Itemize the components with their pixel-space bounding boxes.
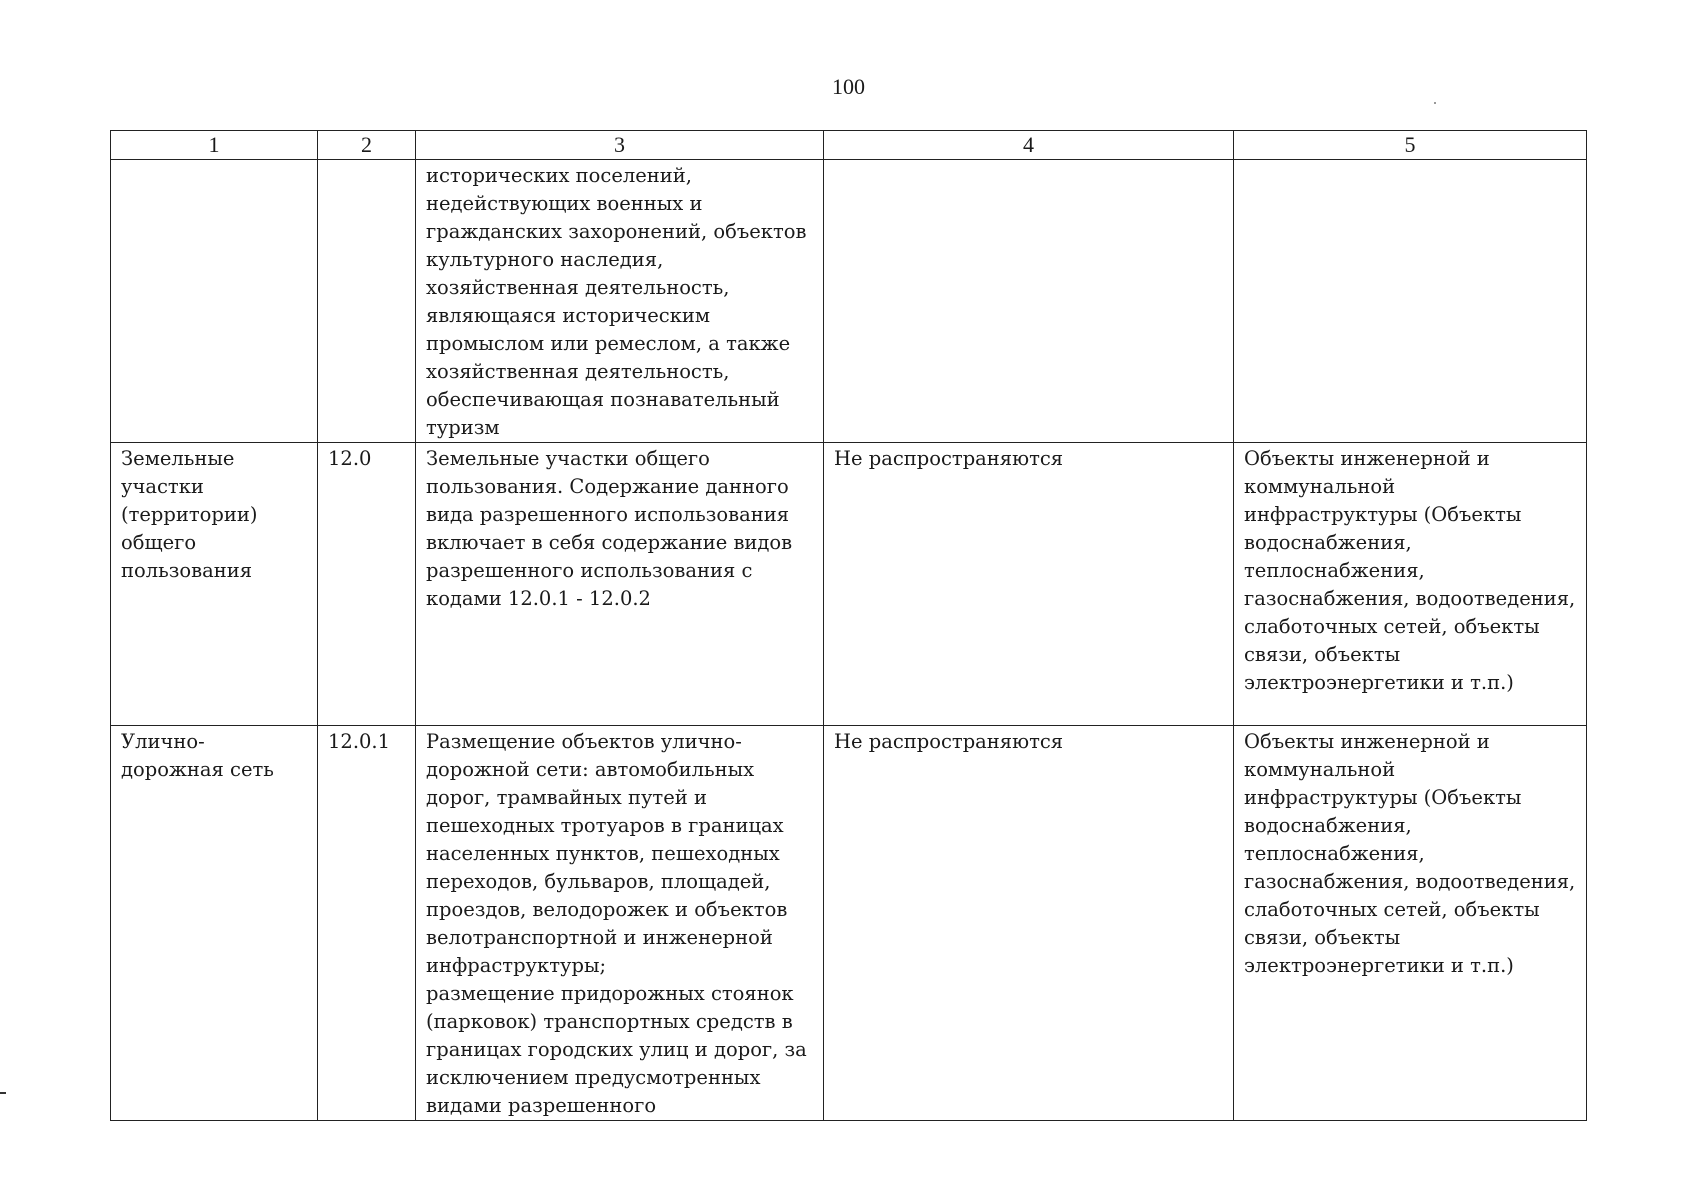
- cell-col-4: [824, 160, 1234, 443]
- cell-col-5: Объекты инженерной и коммунальной инфраструктуры (Объекты водоснабжения, теплоснабжения, газоснабжения, водоотведения, слаботочных сетей, объекты связи, объекты электроэнергетики и т.п.): [1234, 443, 1587, 726]
- header-col-3: 3: [416, 131, 824, 160]
- cell-col-5: [1234, 160, 1587, 443]
- header-col-2: 2: [318, 131, 416, 160]
- header-col-4: 4: [824, 131, 1234, 160]
- cell-code: [318, 160, 416, 443]
- margin-mark: [0, 1092, 6, 1094]
- cell-description: Земельные участки общего пользования. Содержание данного вида разрешенного использования включает в себя содержание видов разрешенного использования с кодами 12.0.1 - 12.0.2: [416, 443, 824, 726]
- table-row: [111, 160, 1587, 443]
- table-row: [111, 726, 1587, 1121]
- scan-speck: [1434, 102, 1436, 104]
- cell-col-4: Не распространяются: [824, 443, 1234, 726]
- cell-code: 12.0.1: [318, 726, 416, 1121]
- header-col-5: 5: [1234, 131, 1587, 160]
- page-number: 100: [832, 74, 865, 99]
- cell-land-use-name: Земельные участки (территории) общего пользования: [111, 443, 318, 726]
- cell-col-4: Не распространяются: [824, 726, 1234, 1121]
- cell-land-use-name: [111, 160, 318, 443]
- cell-col-5: Объекты инженерной и коммунальной инфраструктуры (Объекты водоснабжения, теплоснабжения, газоснабжения, водоотведения, слаботочных сетей, объекты связи, объекты электроэнергетики и т.п.): [1234, 726, 1587, 1121]
- cell-description: Размещение объектов улично- дорожной сети: автомобильных дорог, трамвайных путей и пешеходных тротуаров в границах населенных пунктов, пешеходных переходов, бульваров, площадей, проездов, велодорожек и объектов велотранспортной и инженерной инфраструктуры; размещение придорожных стоянок (парковок) транспортных средств в границах городских улиц и дорог, за исключением предусмотренных видами разрешенного: [416, 726, 824, 1121]
- table-header-row: [111, 131, 1587, 160]
- cell-description: исторических поселений, недействующих военных и гражданских захоронений, объектов культурного наследия, хозяйственная деятельность, являющаяся историческим промыслом или ремеслом, а также хозяйственная деятельность, обеспечивающая познавательный туризм: [416, 160, 824, 443]
- cell-land-use-name: Улично- дорожная сеть: [111, 726, 318, 1121]
- regulations-table: [110, 130, 1587, 1121]
- header-col-1: 1: [111, 131, 318, 160]
- table-row: [111, 443, 1587, 726]
- cell-code: 12.0: [318, 443, 416, 726]
